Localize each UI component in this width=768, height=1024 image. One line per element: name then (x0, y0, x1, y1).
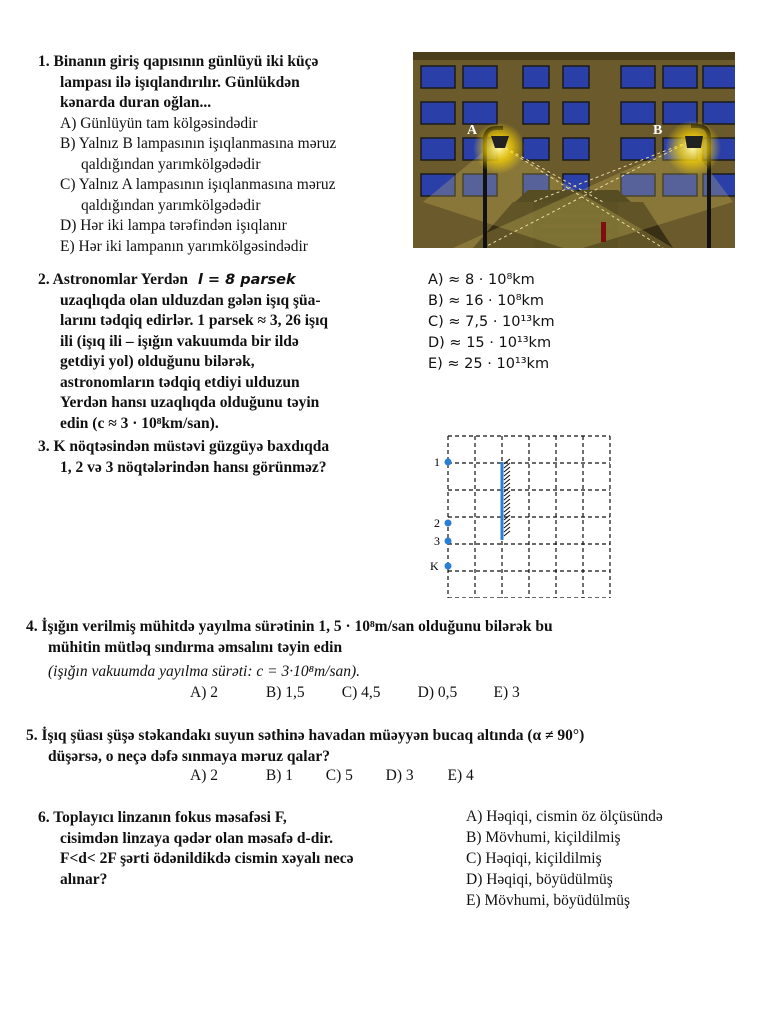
grid-label-2: 2 (434, 516, 440, 530)
q6-stem-line: F<d< 2F şərti ödənildikdə cismin xəyalı necə (60, 850, 354, 867)
point-1 (445, 459, 452, 466)
q5-option-b: B) 1 (265, 767, 293, 784)
question-3 (38, 437, 418, 478)
q5-option-d: D) 3 (385, 767, 414, 784)
q2-stem-line: edin (c ≈ 3 · 10⁸km/san). (60, 414, 219, 432)
q6-option-e: E) Mövhumi, böyüdülmüş (466, 892, 631, 909)
question-1 (38, 52, 410, 257)
q2-stem-line: larını tədqiq edirlər. 1 parsek ≈ 3, 26 işıq (60, 312, 329, 329)
building-window (621, 138, 655, 160)
building-window (523, 138, 549, 160)
point-2 (445, 520, 452, 527)
building-window (563, 102, 589, 124)
q4-options (190, 684, 520, 702)
q1-option-c-cont: qaldığından yarımkölgədədir (81, 196, 261, 214)
q2-stem-line: getdiyi yol) olduğunu bilərək, (60, 353, 255, 370)
q1-stem-line: lampası ilə işıqlandırılır. Günlükdən (60, 73, 300, 91)
q2-stem-line: 2. Astronomlar Yerdən (38, 271, 188, 288)
building-window (421, 138, 455, 160)
building-window (563, 66, 589, 88)
q4-note: (işığın vakuumda yayılma sürəti: c = 3·10⁸m/san). (48, 663, 361, 680)
q1-option-a: A) Günlüyün tam kölgəsindədir (60, 114, 258, 132)
q2-option-a: A) ≈ 8 · 10⁸km (428, 272, 535, 288)
q5-option-c: C) 5 (325, 767, 353, 784)
q2-options (428, 270, 555, 375)
building-window (703, 66, 735, 88)
q5-stem-line: düşərsə, o neçə dəfə sınmaya məruz qalar? (48, 747, 330, 765)
q4-option-b: B) 1,5 (265, 684, 305, 701)
q2-stem-line: ili (işıq ili – işığın vakuumda bir ildə (60, 332, 299, 350)
building-window (421, 102, 455, 124)
boy-figure (601, 222, 606, 242)
grid-label-1: 1 (434, 455, 440, 469)
q1-option-d: D) Hər iki lampa tərəfindən işıqlanır (60, 217, 287, 234)
grid-label-3: 3 (434, 534, 440, 548)
q5-option-a: A) 2 (190, 767, 218, 784)
grid-label-k: K (430, 559, 439, 573)
building-window (463, 66, 497, 88)
q4-option-c: C) 4,5 (341, 684, 381, 701)
q2-option-d: D) ≈ 15 · 10¹³km (428, 335, 552, 351)
lamp-label-b: B (653, 123, 663, 138)
point-3 (445, 538, 452, 545)
q1-option-c: C) Yalnız A lampasının işıqlanmasına məruz (60, 176, 336, 193)
q1-option-b-cont: qaldığından yarımkölgədədir (81, 155, 261, 173)
q6-option-d: D) Həqiqi, böyüdülmüş (466, 871, 613, 888)
building-window (703, 102, 735, 124)
question-5 (26, 726, 746, 767)
q6-stem-line: cisimdən linzaya qədər olan məsafə d-dir. (60, 829, 333, 847)
question-2 (38, 270, 418, 434)
q5-options (190, 767, 474, 785)
question-4 (26, 617, 746, 658)
building-window (663, 66, 697, 88)
q2-stem-line: Yerdən hansı uzaqlıqda olduğunu təyin (60, 394, 320, 411)
building-window (463, 102, 497, 124)
q1-option-e: E) Hər iki lampanın yarımkölgəsindədir (60, 237, 308, 255)
building-window (621, 102, 655, 124)
q4-option-d: D) 0,5 (417, 684, 458, 701)
q1-option-b: B) Yalnız B lampasının işıqlanmasına məruz (60, 135, 337, 152)
q2-option-e: E) ≈ 25 · 10¹³km (428, 356, 550, 372)
q3-stem-line: 3. K nöqtəsindən müstəvi güzgüyə baxdıqda (38, 438, 330, 455)
building-window (621, 66, 655, 88)
point-k (445, 563, 452, 570)
q4-stem-line: mühitin mütləq sındırma əmsalını təyin edin (48, 638, 343, 656)
q4-option-e: E) 3 (493, 684, 520, 701)
q2-stem-line: uzaqlıqda olan ulduzdan gələn işıq şüa- (60, 291, 321, 309)
q4-stem-line: 4. İşığın verilmiş mühitdə yayılma sürətinin 1, 5 · 10⁸m/san olduğunu bilərək bu (26, 618, 553, 635)
q5-stem-line: 5. İşıq şüası şüşə stəkandakı suyun səthinə havadan müəyyən bucaq altında (α ≠ 90°) (26, 727, 585, 744)
mirror-grid-figure (420, 428, 620, 598)
building-window (523, 102, 549, 124)
q6-option-a: A) Həqiqi, cismin öz ölçüsündə (466, 808, 663, 825)
building-window (523, 66, 549, 88)
q2-option-c: C) ≈ 7,5 · 10¹³km (428, 314, 555, 330)
q1-stem-line: 1. Binanın giriş qapısının günlüyü iki küçə (38, 53, 319, 70)
q2-stem-line: astronomların tədqiq etdiyi ulduzun (60, 373, 300, 391)
building-window (421, 66, 455, 88)
lamp-label-a: A (467, 123, 478, 138)
q6-stem-line: alınar? (60, 870, 108, 888)
q6-stem-line: 6. Toplayıcı linzanın fokus məsafəsi F, (38, 809, 287, 826)
q1-stem-line: kənarda duran oğlan... (60, 94, 212, 111)
question-6 (38, 808, 438, 890)
q6-option-b: B) Mövhumi, kiçildilmiş (466, 829, 621, 846)
q6-options (466, 806, 663, 911)
q6-option-c: C) Həqiqi, kiçildilmiş (466, 850, 602, 867)
building-lamps-illustration (413, 52, 735, 248)
building-window (563, 138, 589, 160)
q4-option-a: A) 2 (190, 684, 218, 701)
q2-option-b: B) ≈ 16 · 10⁸km (428, 293, 545, 309)
q2-distance: l = 8 parsek (197, 272, 296, 288)
q3-stem-line: 1, 2 və 3 nöqtələrindən hansı görünməz? (60, 458, 327, 476)
q5-option-e: E) 4 (447, 767, 474, 784)
